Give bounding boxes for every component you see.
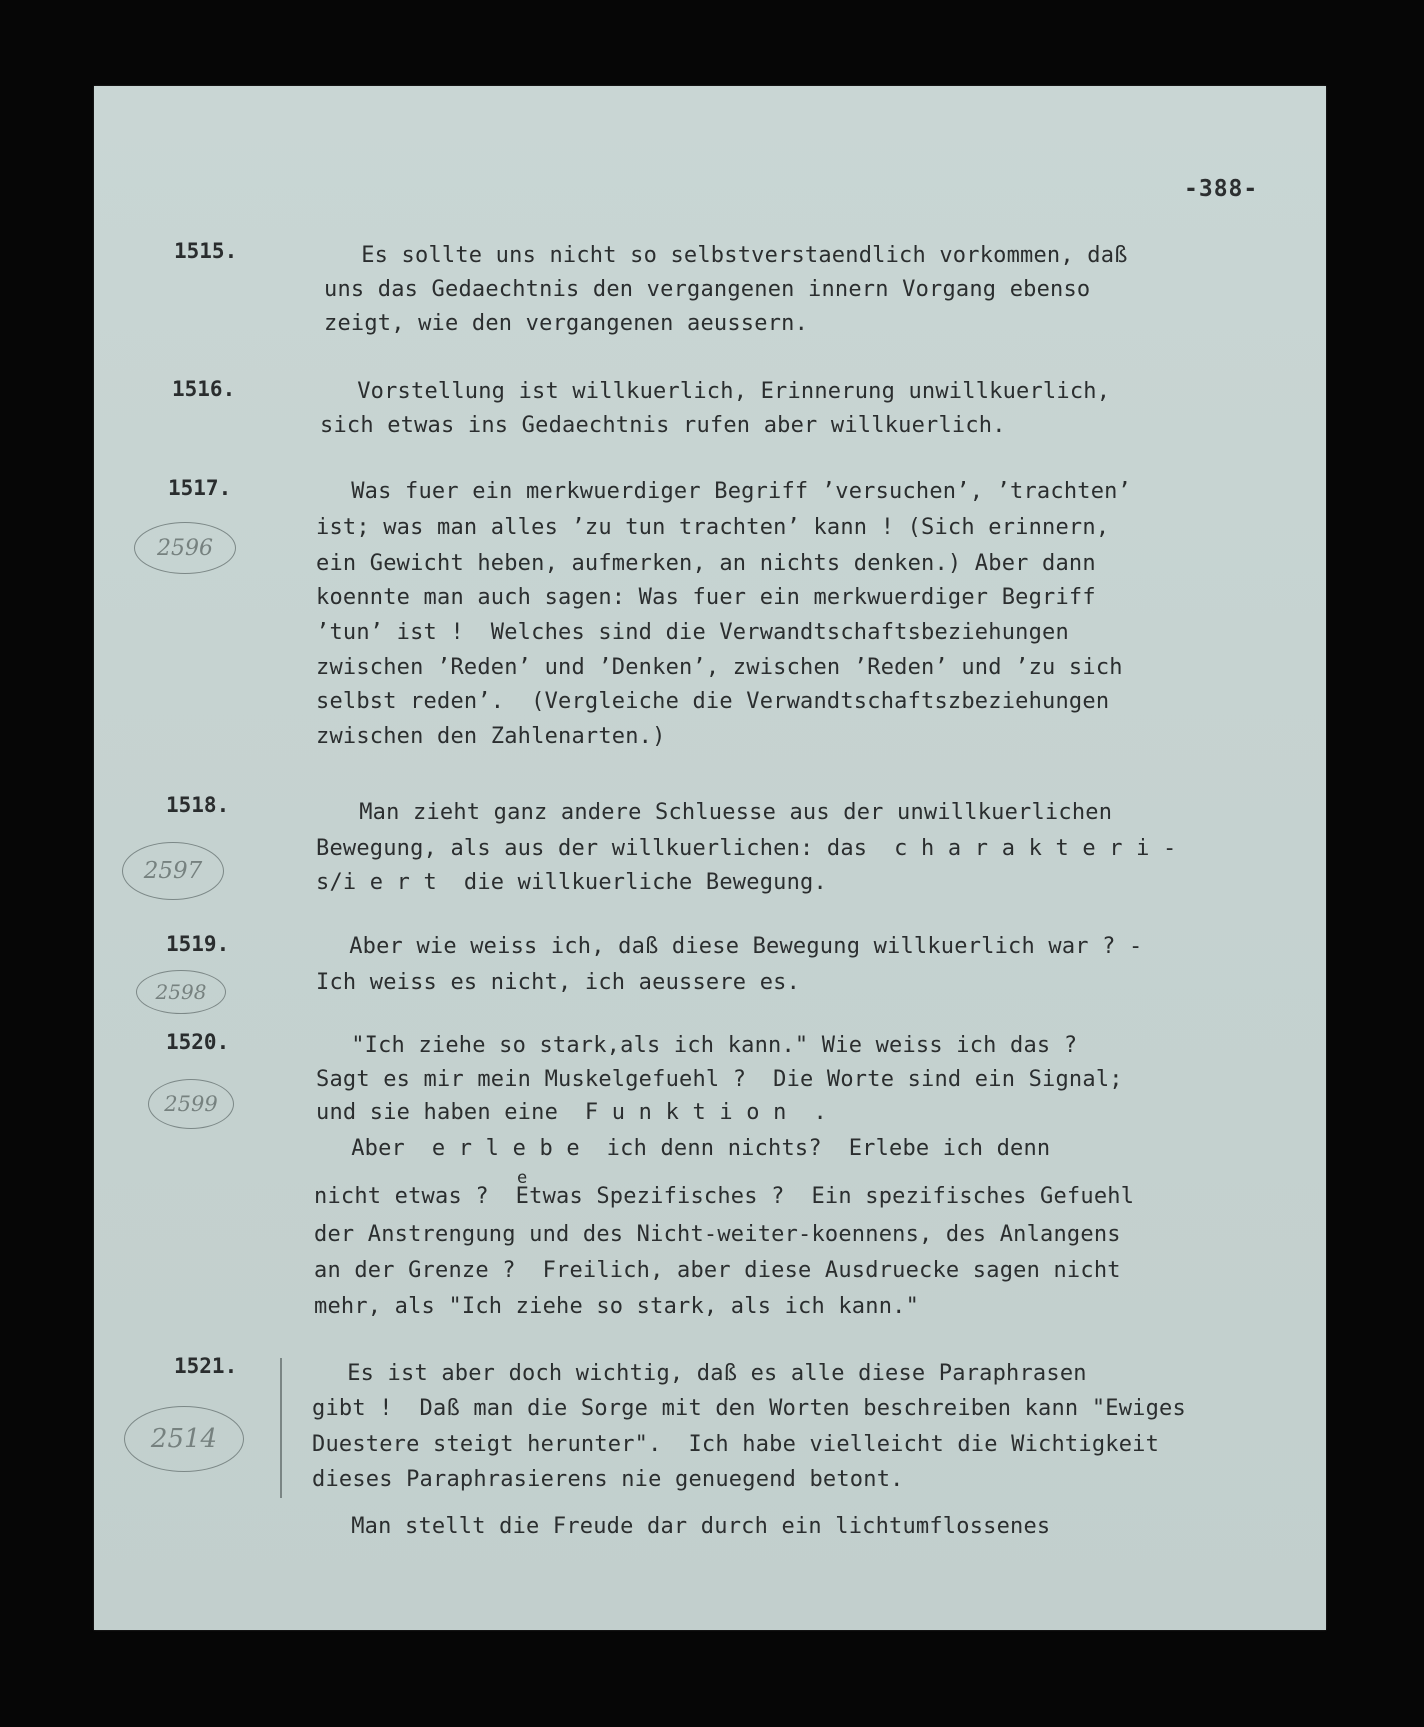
remark-number: 1518. — [166, 793, 230, 817]
text-line: Man stellt die Freude dar durch ein lichtumflossenes — [284, 1514, 1051, 1539]
text-line: an der Grenze ? Freilich, aber diese Ausdruecke sagen nicht — [314, 1258, 1121, 1283]
remark-number: 1519. — [166, 932, 230, 956]
remark-number: 1515. — [174, 239, 238, 263]
text-line: Es ist aber doch wichtig, daß es alle diese Paraphrasen — [280, 1361, 1087, 1386]
text-line: Duestere steigt herunter". Ich habe vielleicht die Wichtigkeit — [312, 1432, 1160, 1457]
text-line: ein Gewicht heben, aufmerken, an nichts denken.) Aber dann — [316, 551, 1096, 576]
text-line: Sagt es mir mein Muskelgefuehl ? Die Worte sind ein Signal; — [316, 1067, 1123, 1092]
remark-number: 1521. — [174, 1354, 238, 1378]
text-line: gibt ! Daß man die Sorge mit den Worten beschreiben kann "Ewiges — [312, 1396, 1186, 1421]
text-line: Ich weiss es nicht, ich aeussere es. — [316, 970, 801, 995]
text-line: Bewegung, als aus der willkuerlichen: das c h a r a k t e r i - — [316, 836, 1177, 861]
text-line: nicht etwas ? Etwas Spezifisches ? Ein spezifisches Gefuehl — [314, 1184, 1135, 1209]
text-line: koennte man auch sagen: Was fuer ein merkwuerdiger Begriff — [316, 585, 1096, 610]
text-line: Es sollte uns nicht so selbstverstaendlich vorkommen, daß — [294, 243, 1128, 268]
page-number: -388- — [1184, 176, 1259, 202]
text-line: s/i e r t die willkuerliche Bewegung. — [316, 870, 827, 895]
archive-number-mark: 2597 — [122, 842, 224, 900]
text-line: uns das Gedaechtnis den vergangenen innern Vorgang ebenso — [324, 277, 1091, 302]
text-line: Was fuer ein merkwuerdiger Begriff ’versuchen’, ’trachten’ — [284, 479, 1132, 504]
text-line: und sie haben eine F u n k t i o n . — [316, 1100, 827, 1125]
remark-number: 1516. — [172, 377, 236, 401]
archive-number-mark: 2596 — [134, 522, 236, 574]
handwritten-correction: e — [517, 1168, 528, 1188]
text-line: selbst reden’. (Vergleiche die Verwandtschaftszbeziehungen — [316, 689, 1110, 714]
text-line: zeigt, wie den vergangenen aeussern. — [324, 311, 809, 336]
text-line: der Anstrengung und des Nicht-weiter-koennens, des Anlangens — [314, 1222, 1121, 1247]
text-line: Aber e r l e b e ich denn nichts? Erlebe ich denn — [284, 1136, 1051, 1161]
text-line: Man zieht ganz andere Schluesse aus der unwillkuerlichen — [292, 800, 1113, 825]
text-line: dieses Paraphrasierens nie genuegend betont. — [312, 1467, 904, 1492]
text-line: Vorstellung ist willkuerlich, Erinnerung unwillkuerlich, — [290, 379, 1111, 404]
text-line: zwischen ’Reden’ und ’Denken’, zwischen ’Reden’ und ’zu sich — [316, 655, 1123, 680]
archive-number-mark: 2514 — [124, 1406, 244, 1472]
remark-number: 1517. — [168, 476, 232, 500]
typescript-page — [94, 86, 1326, 1630]
text-line: sich etwas ins Gedaechtnis rufen aber willkuerlich. — [320, 413, 1006, 438]
text-line: ist; was man alles ’zu tun trachten’ kann ! (Sich erinnern, — [316, 515, 1110, 540]
archive-number-mark: 2598 — [136, 970, 226, 1014]
text-line: "Ich ziehe so stark,als ich kann." Wie weiss ich das ? — [284, 1033, 1078, 1058]
remark-number: 1520. — [166, 1030, 230, 1054]
text-line: ’tun’ ist ! Welches sind die Verwandtschaftsbeziehungen — [316, 620, 1069, 645]
archive-number-mark: 2599 — [148, 1079, 234, 1129]
text-line: mehr, als "Ich ziehe so stark, als ich kann." — [314, 1294, 920, 1319]
text-line: Aber wie weiss ich, daß diese Bewegung willkuerlich war ? - — [282, 934, 1143, 959]
text-line: zwischen den Zahlenarten.) — [316, 724, 666, 749]
